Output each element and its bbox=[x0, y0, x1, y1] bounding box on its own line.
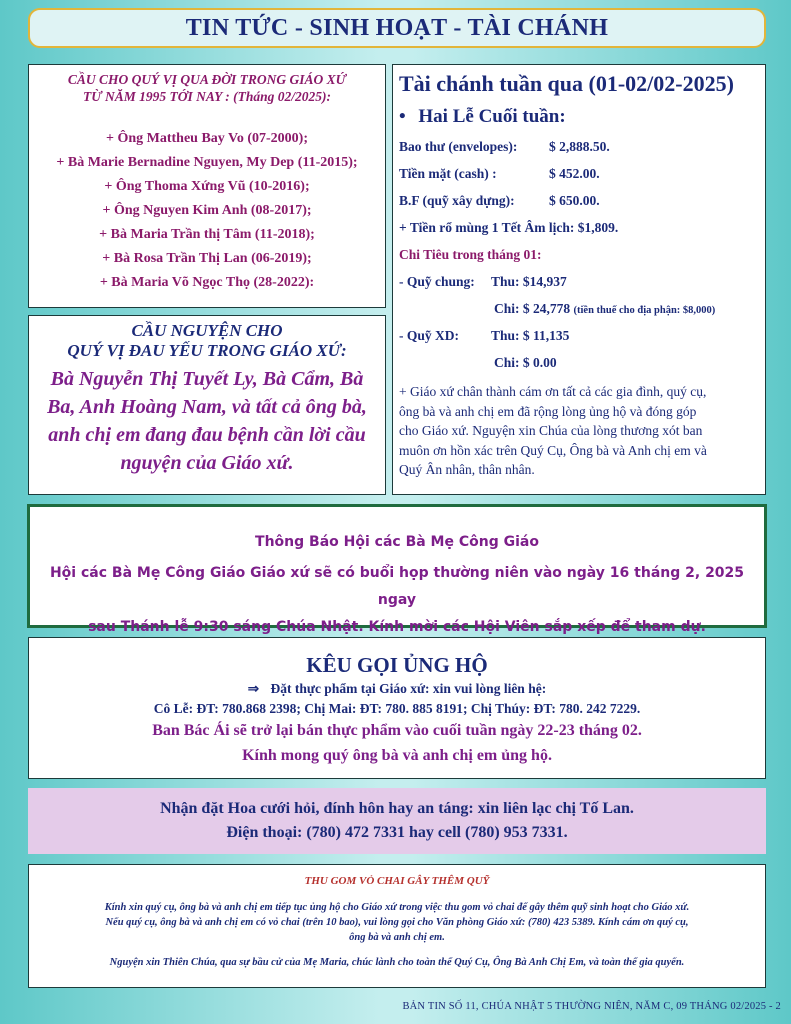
mothers-title: Thông Báo Hội các Bà Mẹ Công Giáo bbox=[255, 534, 539, 550]
bottle-drive-title: THU GOM VỎ CHAI GÂY THÊM QUỸ bbox=[304, 875, 490, 887]
mothers-announcement-box bbox=[27, 504, 767, 635]
envelopes-row: Bao thư (envelopes): $ 2,888.50. bbox=[399, 139, 610, 154]
list-item: + Bà Maria Võ Ngọc Thọ (28-2022): bbox=[99, 275, 315, 290]
list-item: + Ông Mattheu Bay Vo (07-2000); bbox=[105, 131, 309, 146]
appeal-sale-notice: Ban Bác Ái sẽ trở lại bán thực phẩm vào cuối tuần ngày 22-23 tháng 02. bbox=[152, 722, 642, 739]
list-item: + Ông Nguyen Kim Anh (08-2017); bbox=[102, 203, 312, 218]
deceased-list bbox=[29, 127, 385, 295]
page-title: TIN TỨC - SINH HOẠT - TÀI CHÁNH bbox=[28, 8, 766, 48]
appeal-order-line: ⇒ Đặt thực phẩm tại Giáo xứ: xin vui lòng liên hệ: bbox=[247, 681, 547, 696]
finance-title: Tài chánh tuần qua (01-02/02-2025) bbox=[399, 71, 734, 96]
list-item: + Bà Maria Trần thị Tâm (11-2018); bbox=[99, 227, 315, 242]
finance-box bbox=[392, 64, 766, 495]
deceased-prayer-box bbox=[28, 64, 386, 308]
appeal-title: KÊU GỌI ỦNG HỘ bbox=[306, 653, 488, 677]
deceased-heading: CẦU CHO QUÝ VỊ QUA ĐỜI TRONG GIÁO XỨ TỪ NĂM 1995 TỚI NAY : (Tháng 02/2025): bbox=[67, 72, 347, 104]
sick-prayer-box bbox=[28, 315, 386, 495]
mothers-body: Hội các Bà Mẹ Công Giáo Giáo xứ sẽ có buổi họp thường niên vào ngày 16 tháng 2, 2025 ngay sau Thánh lễ 9:30 sáng Chúa Nhật. Kính mời các Hội Viên sắp xếp để tham dự. bbox=[49, 565, 745, 635]
thanks-paragraph: + Giáo xứ chân thành cám ơn tất cả các gia đình, quý cụ, ông bà và anh chị em đã rộng lòng ủng hộ và đóng góp cho Giáo xứ. Nguyện xin Chúa của lòng thương xót ban muôn ơn hồn xác trên Quý Cụ, Ông bà và Anh chị em và Quý Ân nhân, thân nhân. bbox=[399, 384, 707, 477]
tet-collection-row: + Tiền rổ mùng 1 Tết Âm lịch: $1,809. bbox=[399, 220, 619, 235]
weekend-masses-heading: • Hai Lễ Cuối tuần: bbox=[399, 106, 566, 127]
page-footer: BẢN TIN SỐ 11, CHÚA NHẬT 5 THƯỜNG NIÊN, NĂM C, 09 THÁNG 02/2025 - 2 bbox=[402, 1001, 781, 1012]
bullet-icon: • bbox=[399, 106, 406, 127]
building-fund-row: B.F (quỹ xây dựng): $ 650.00. bbox=[399, 193, 600, 208]
list-item: + Ông Thoma Xứng Vũ (10-2016); bbox=[104, 179, 310, 194]
appeal-support-request: Kính mong quý ông bà và anh chị em ủng hộ. bbox=[242, 747, 552, 764]
sick-heading-1: CẦU NGUYỆN CHO bbox=[131, 321, 283, 340]
list-item: + Bà Rosa Trần Thị Lan (06-2019); bbox=[102, 251, 312, 266]
expense-title: Chi Tiêu trong tháng 01: bbox=[399, 247, 542, 262]
list-item: + Bà Marie Bernadine Nguyen, My Dep (11-2015); bbox=[56, 155, 358, 170]
arrow-right-icon: ⇒ bbox=[247, 681, 260, 696]
sick-names: Bà Nguyễn Thị Tuyết Ly, Bà Cẩm, Bà Ba, Anh Hoàng Nam, và tất cả ông bà, anh chị em đang đau bệnh cần lời cầu nguyện của Giáo xứ. bbox=[47, 368, 367, 474]
cash-row: Tiền mặt (cash) : $ 452.00. bbox=[399, 166, 600, 181]
bottle-drive-text: Kính xin quý cụ, ông bà và anh chị em tiếp tục ủng hộ cho Giáo xứ trong việc thu gom vỏ chai để gây thêm quỹ sinh hoạt cho Giáo xứ. Nếu quý cụ, ông bà và anh chị em có vỏ chai (trên 10 bao), vui lòng gọi cho Văn phòng Giáo xứ: (780) 423 5389. Kính cám ơn quý cụ, ông bà và anh chị em. bbox=[104, 902, 690, 943]
bottle-drive-box bbox=[28, 864, 766, 988]
appeal-box bbox=[28, 637, 766, 779]
building-fund-expense-row: Chi: $ 0.00 bbox=[494, 355, 557, 370]
flowers-notice-box: Nhận đặt Hoa cưới hỏi, đính hôn hay an táng: xin liên lạc chị Tố Lan. Điện thoại: (780) 472 7331 hay cell (780) 953 7331. bbox=[28, 788, 766, 854]
general-fund-expense-row: Chi: $ 24,778 (tiền thuế cho địa phận: $8,000) bbox=[494, 301, 716, 316]
general-fund-income-row: - Quỹ chung: Thu: $14,937 bbox=[399, 274, 567, 289]
sick-heading-2: QUÝ VỊ ĐAU YẾU TRONG GIÁO XỨ: bbox=[67, 341, 347, 360]
blessing-text: Nguyện xin Thiên Chúa, qua sự bầu cử của Mẹ Maria, chúc lành cho toàn thể Quý Cụ, Ông Bà Anh Chị Em, và toàn thể gia quyến. bbox=[109, 957, 685, 968]
appeal-contacts: Cô Lễ: ĐT: 780.868 2398; Chị Mai: ĐT: 780. 885 8191; Chị Thúy: ĐT: 780. 242 7229. bbox=[153, 701, 641, 716]
building-fund-income-row: - Quỹ XD: Thu: $ 11,135 bbox=[399, 328, 570, 343]
